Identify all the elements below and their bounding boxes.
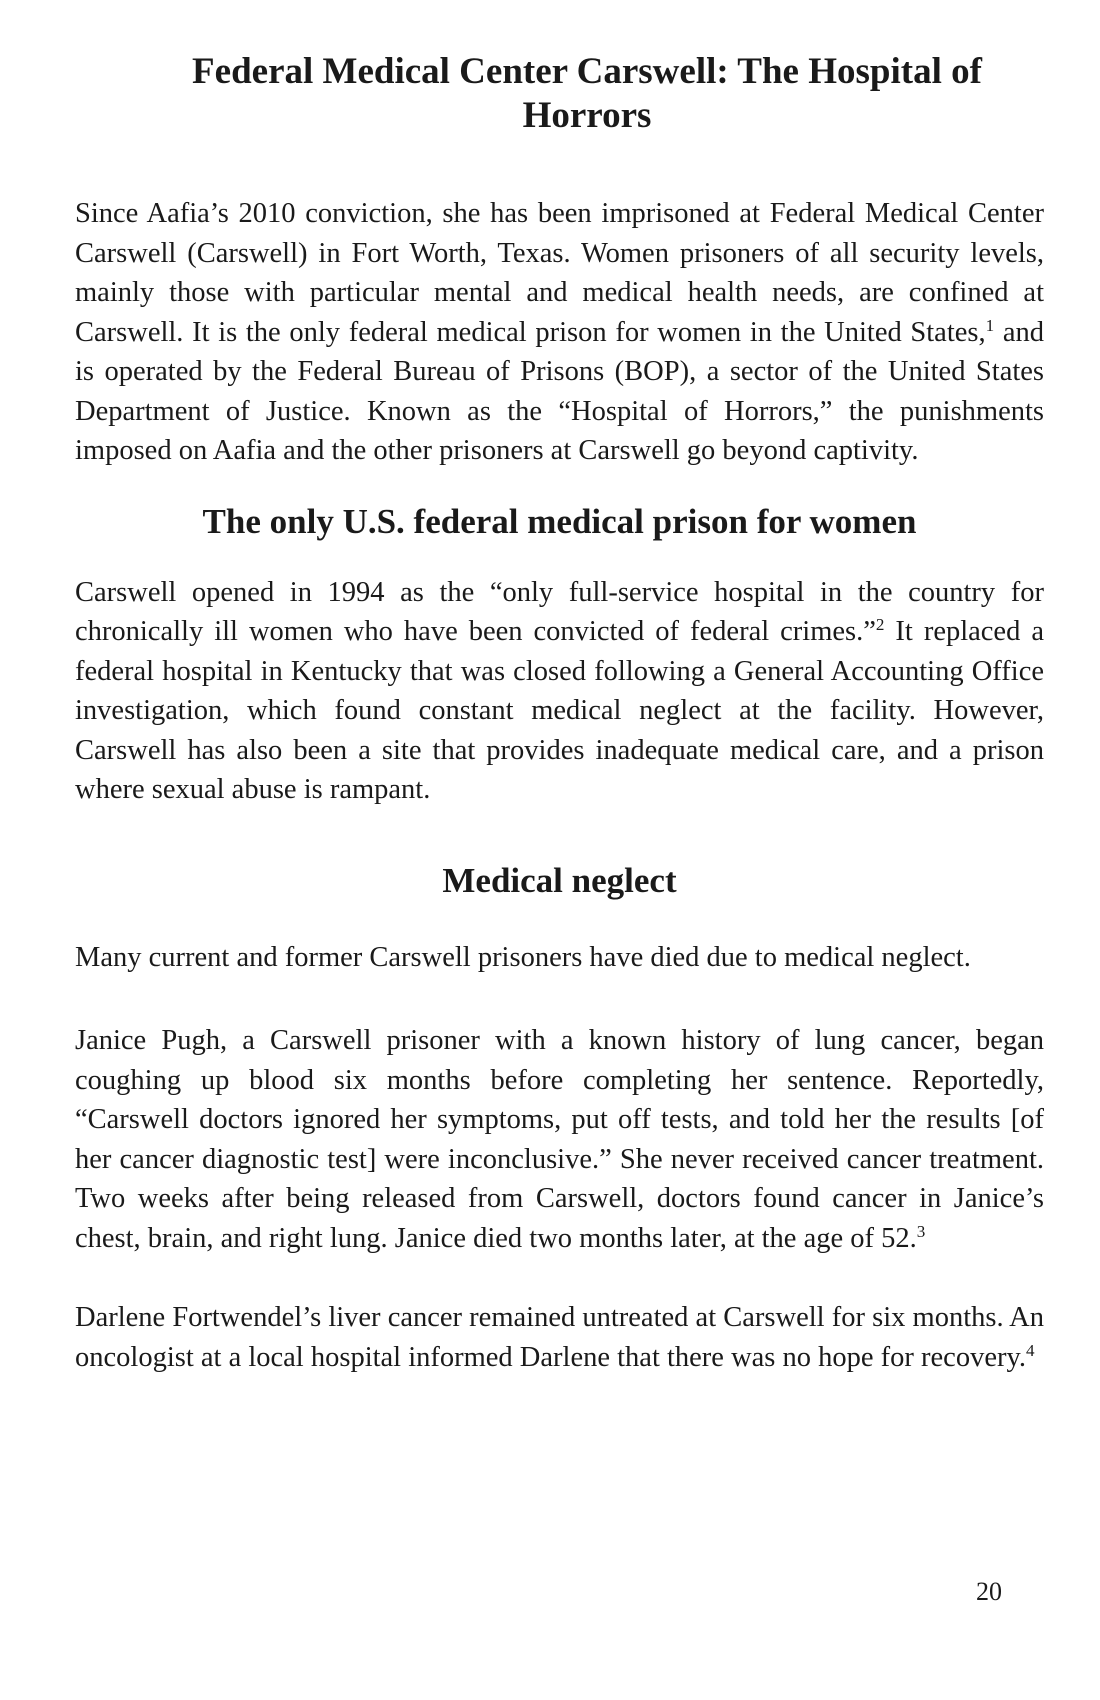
janice-pugh-paragraph bbox=[75, 1021, 1044, 1258]
darlene-fortwendel-text: Darlene Fortwendel’s liver cancer remained untreated at Carswell for six months. An oncologist at a local hospital informed Darlene that there was no hope for recovery. bbox=[75, 1302, 1044, 1373]
footnote-marker[interactable]: 2 bbox=[875, 614, 885, 634]
janice-pugh-text: Janice Pugh, a Carswell prisoner with a known history of lung cancer, began coughing up blood six months before completing her sentence. Reportedly, “Carswell doctors ignored her symptoms, put off tests, and told her the results [of her cancer diagnostic test] were inconclusive.” She never received cancer treatment. Two weeks after being released from Carswell, doctors found cancer in Janice’s chest, brain, and right lung. Janice died two months later, at the age of 52. bbox=[75, 1025, 1044, 1254]
intro-text-part-1: Since Aafia’s 2010 conviction, she has been imprisoned at Federal Medical Center Carswell (Carswell) in Fort Worth, Texas. Women prisoners of all security levels, mainly those with particular mental and medical health needs, are confined at Carswell. It is the only federal medical prison for women in the United States, bbox=[75, 198, 1044, 348]
neglect-intro-paragraph: Many current and former Carswell prisoners have died due to medical neglect. bbox=[75, 941, 971, 973]
section-heading-federal-prison: The only U.S. federal medical prison for women bbox=[202, 501, 917, 541]
intro-paragraph bbox=[75, 194, 1044, 471]
footnote-marker[interactable]: 1 bbox=[985, 315, 995, 335]
section-heading-medical-neglect: Medical neglect bbox=[442, 860, 677, 900]
carswell-history-paragraph bbox=[75, 573, 1044, 810]
intro-text-part-2: and is operated by the Federal Bureau of Prisons (BOP), a sector of the United States Department of Justice. Known as the “Hospital of Horrors,” the punishments imposed on Aafia and the other prisoners at Carswell go beyond captivity. bbox=[75, 316, 1045, 466]
history-text-part-1: Carswell opened in 1994 as the “only full-service hospital in the country for chronically ill women who have been convicted of federal crimes.” bbox=[75, 576, 1044, 647]
footnote-marker[interactable]: 4 bbox=[1025, 1340, 1035, 1360]
page-number: 20 bbox=[976, 1577, 1002, 1606]
footnote-marker[interactable]: 3 bbox=[916, 1221, 926, 1241]
history-text-part-2: It replaced a federal hospital in Kentucky that was closed following a General Accounting Office investigation, which found constant medical neglect at the facility. However, Carswell has also been a site that provides inadequate medical care, and a prison where sexual abuse is rampant. bbox=[75, 616, 1044, 805]
darlene-fortwendel-paragraph bbox=[75, 1298, 1044, 1377]
page-title: Federal Medical Center Carswell: The Hospital of Horrors bbox=[192, 51, 982, 136]
